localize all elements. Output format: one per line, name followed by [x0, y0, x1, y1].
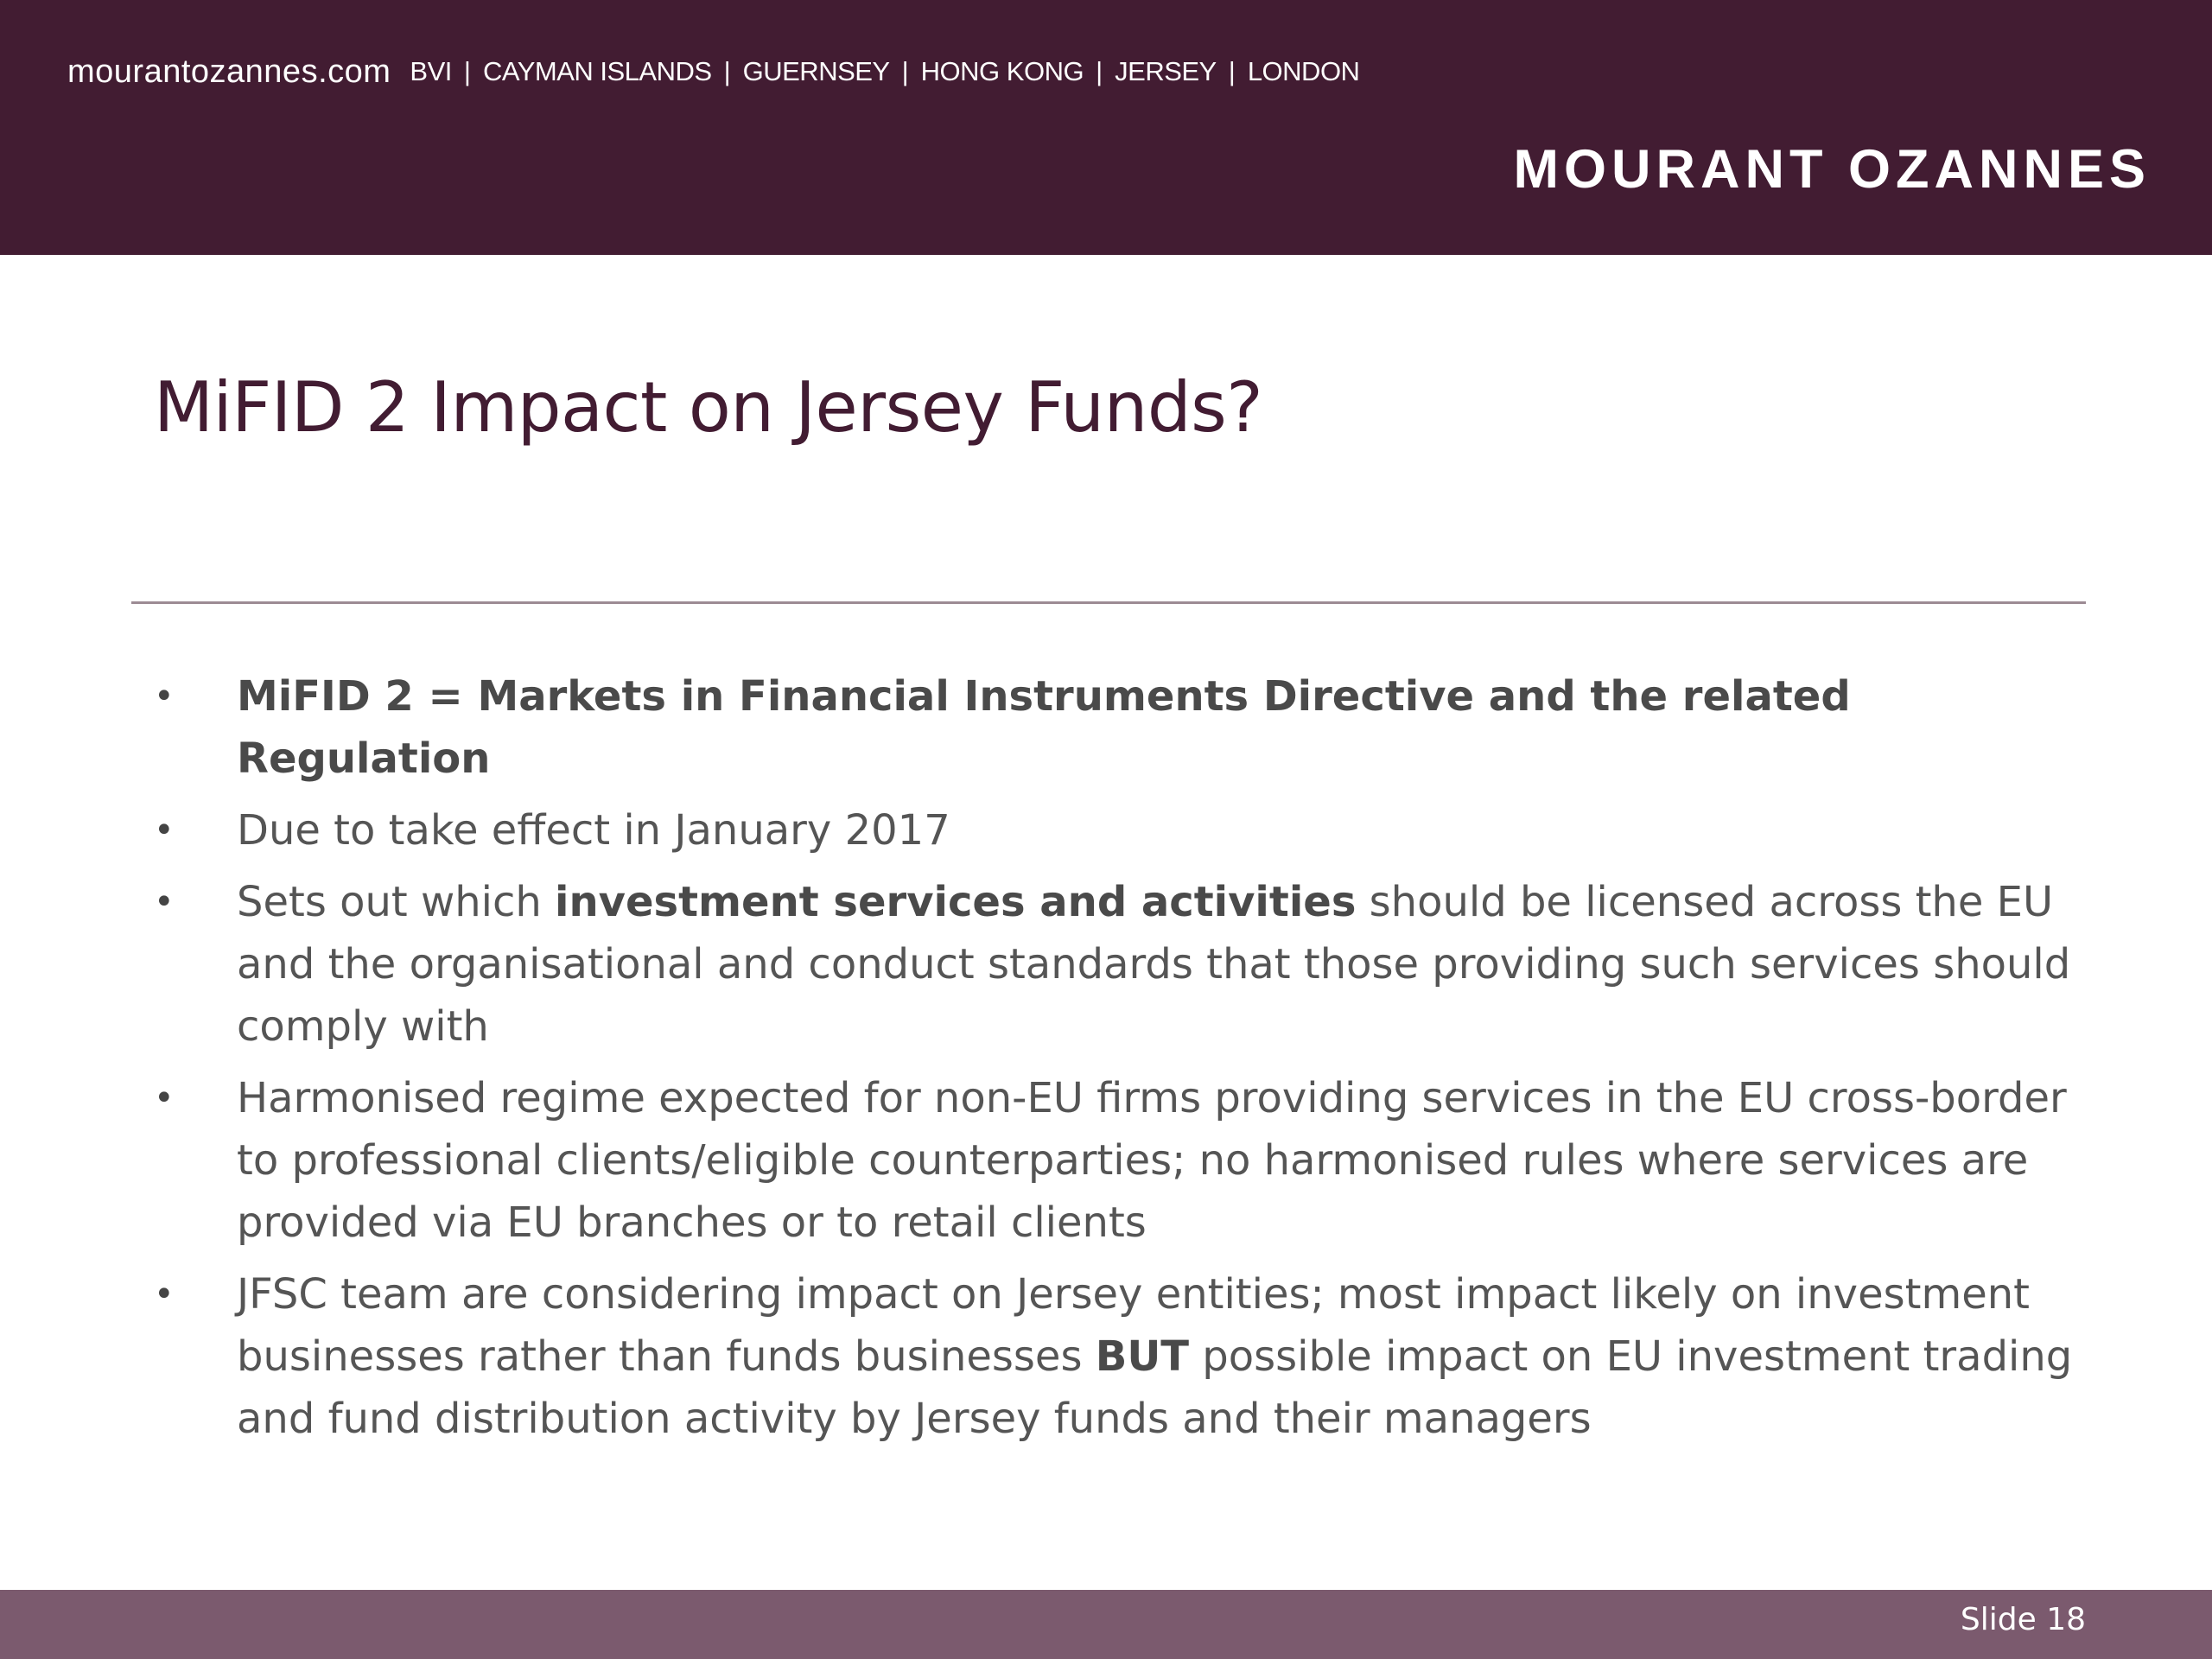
bullet-dot-icon: •	[154, 882, 175, 922]
location-london: LONDON	[1247, 56, 1360, 86]
bullet-item	[154, 1263, 2089, 1450]
slide-number: Slide 18	[1960, 1602, 2086, 1637]
location-separator: |	[463, 56, 471, 86]
location-hong-kong: HONG KONG	[920, 56, 1084, 86]
location-separator: |	[901, 56, 909, 86]
location-jersey: JERSEY	[1115, 56, 1217, 86]
bullet-text: should be licensed across the EU and the organisational and conduct standards that those providing such services should comply with	[237, 878, 2071, 1051]
location-bvi: BVI	[410, 56, 452, 86]
bullet-dot-icon: •	[154, 810, 175, 850]
bullet-dot-icon: •	[154, 677, 175, 716]
location-separator: |	[1096, 56, 1103, 86]
bullet-dot-icon: •	[154, 1274, 175, 1314]
bullet-text-bold: investment services and activities	[555, 878, 1357, 926]
site-url-link[interactable]: mourantozannes.com	[67, 53, 391, 90]
bullet-text-bold: BUT	[1095, 1332, 1190, 1381]
bullet-item	[154, 1067, 2089, 1254]
slide-title: MiFID 2 Impact on Jersey Funds?	[154, 367, 1263, 448]
bullet-item	[154, 799, 2089, 861]
location-separator: |	[723, 56, 731, 86]
bullet-item	[154, 871, 2089, 1058]
bullet-text: Sets out which	[237, 878, 556, 926]
footer-bar	[0, 1590, 2212, 1659]
location-cayman-islands: CAYMAN ISLANDS	[482, 56, 712, 86]
title-divider	[131, 601, 2086, 604]
header-bar	[0, 0, 2212, 255]
site-locations-line	[67, 50, 1359, 93]
bullet-text: possible impact on EU investment trading and fund distribution activity by Jersey funds and their managers	[237, 1332, 2073, 1443]
bullet-text: JFSC team are considering impact on Jersey entities; most impact likely on investment businesses rather than funds businesses	[237, 1270, 2030, 1381]
brand-logo: MOURANT OZANNES	[1513, 139, 2151, 200]
bullet-item	[154, 665, 2089, 790]
bullet-list	[154, 665, 2089, 1459]
location-separator: |	[1228, 56, 1236, 86]
bullet-text: Due to take effect in January 2017	[237, 806, 950, 855]
bullet-text-bold: MiFID 2 = Markets in Financial Instruments Directive and the related Regulation	[237, 672, 1851, 783]
bullet-text: Harmonised regime expected for non-EU firms providing services in the EU cross-border to professional clients/eligible counterparties; no harmonised rules where services are provided via EU branches or to retail clients	[237, 1074, 2067, 1247]
bullet-dot-icon: •	[154, 1078, 175, 1118]
location-guernsey: GUERNSEY	[742, 56, 890, 86]
